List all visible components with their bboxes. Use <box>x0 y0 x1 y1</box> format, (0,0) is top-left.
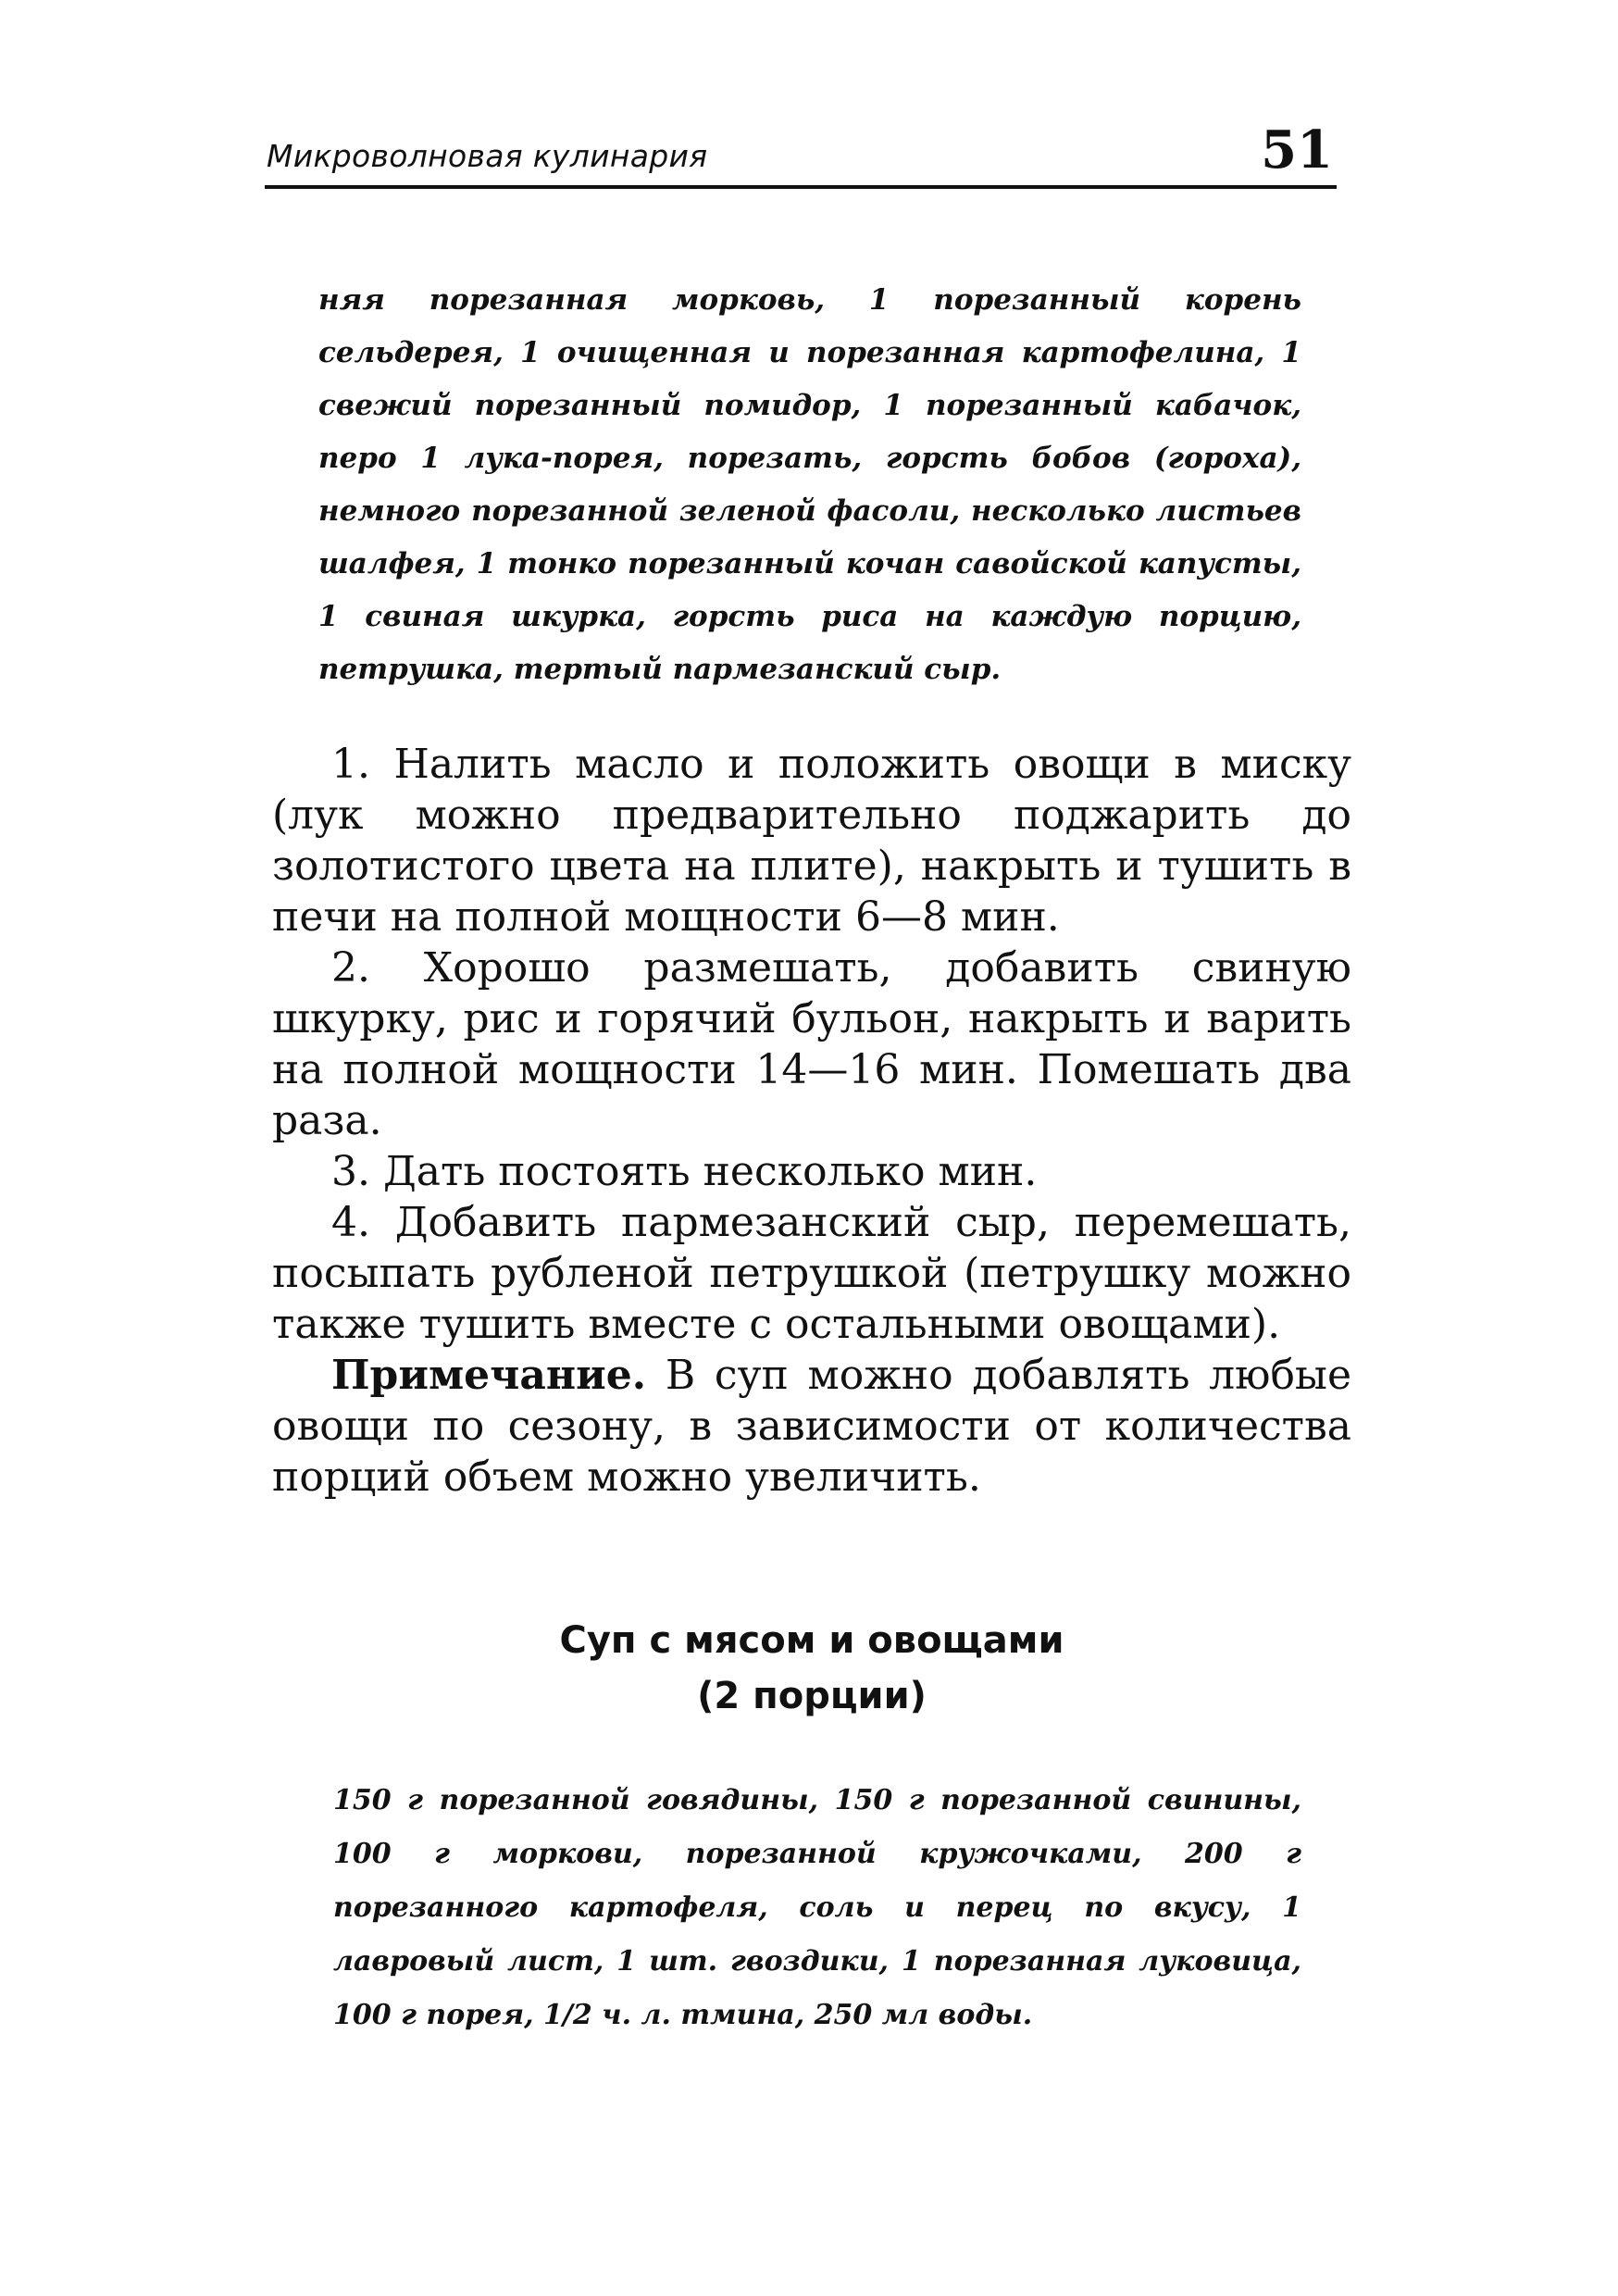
recipe-ingredients: 150 г порезанной говядины, 150 г порезанной свинины, 100 г моркови, порезанной кружочками, 200 г порезанного картофеля, соль и перец по вкусу, 1 лавровый лист, 1 шт. гвоздики, 1 порезанная луковица, 100 г порея, 1/2 ч. л. тмина, 250 мл воды. <box>333 1784 1301 2031</box>
page-number: 51 <box>1261 119 1333 181</box>
section-title: Микроволновая кулинария <box>267 138 708 174</box>
step-1: 1. Налить масло и положить овощи в миску (лук можно предварительно поджарить до золотистого цвета на плите), накрыть и тушить в печи на полной мощности 6—8 мин. <box>272 741 1351 941</box>
preparation-steps <box>272 739 1351 1503</box>
note-text: В суп можно добавлять любые овощи по сезону, в зависимости от количества порций объем можно увеличить. <box>272 1352 1351 1501</box>
recipe-name: Суп с мясом и овощами <box>559 1619 1064 1662</box>
note-label: Примечание. <box>331 1352 647 1399</box>
step-4: 4. Добавить пармезанский сыр, перемешать, посыпать рубленой петрушкой (петрушку можно также тушить вместе с остальными овощами). <box>272 1199 1351 1348</box>
running-header <box>265 111 1337 189</box>
recipe-title <box>272 1613 1351 1724</box>
step-2: 2. Хорошо размешать, добавить свиную шкурку, рис и горячий бульон, накрыть и варить на полной мощности 14—16 мин. Помешать два раза. <box>272 944 1351 1144</box>
ingredients-list-continued: няя порезанная морковь, 1 порезанный корень сельдерея, 1 очищенная и порезанная картофелина, 1 свежий порезанный помидор, 1 порезанный кабачок, перо 1 лука-порея, порезать, горсть бобов (гороха), немного порезанной зеленой фасоли, несколько листьев шалфея, 1 тонко порезанный кочан савойской капусты, 1 свиная шкурка, горсть риса на каждую порцию, петрушка, тертый пармезанский сыр. <box>318 283 1301 686</box>
step-3: 3. Дать постоять несколько мин. <box>331 1148 1038 1195</box>
note-paragraph <box>272 1350 1351 1503</box>
recipe-servings: (2 порции) <box>697 1675 927 1717</box>
